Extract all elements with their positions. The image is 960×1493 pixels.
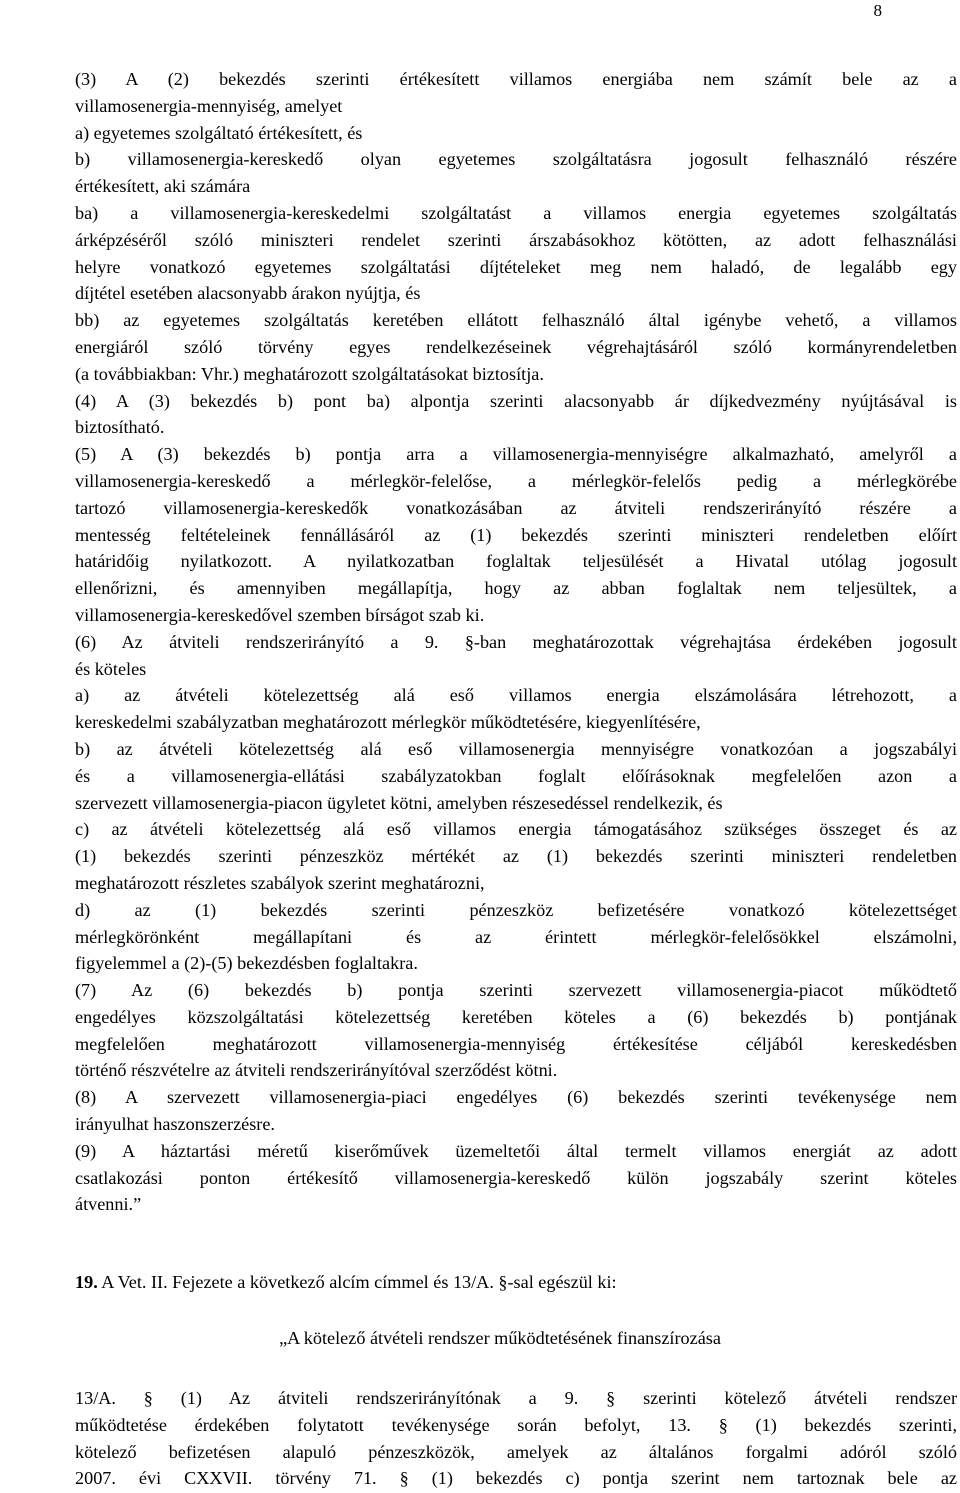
paragraph xyxy=(75,1084,957,1138)
paragraph-line: mérlegkörönként megállapítani és az érintett mérlegkör-felelősökkel elszámolni, xyxy=(75,926,957,947)
paragraph xyxy=(75,682,957,736)
paragraph-line: meghatározott részletes szabályok szerint meghatározni, xyxy=(75,872,485,893)
paragraph-line: 13/A. § (1) Az átviteli rendszerirányítónak a 9. § szerinti kötelező átvételi rendszer xyxy=(75,1388,957,1408)
paragraph-line: (4) A (3) bekezdés b) pont ba) alpontja szerinti alacsonyabb ár díjkedvezmény nyújtásával is xyxy=(75,390,957,411)
paragraph-line: (a továbbiakban: Vhr.) meghatározott szolgáltatásokat biztosítja. xyxy=(75,363,544,384)
paragraph-line: ellenőrizni, és amennyiben megállapítja, hogy az abban foglaltak nem teljesültek, a xyxy=(75,578,957,599)
paragraph xyxy=(75,629,957,683)
paragraph-line: (5) A (3) bekezdés b) pontja arra a villamosenergia-mennyiségre alkalmazható, amelyről a xyxy=(75,444,957,465)
tail-paragraph xyxy=(75,1385,957,1492)
paragraph-line: (8) A szervezett villamosenergia-piaci engedélyes (6) bekezdés szerinti tevékenysége nem xyxy=(75,1087,957,1108)
paragraph-line: kereskedelmi szabályzatban meghatározott mérlegkör működtetésére, kiegyenlítésére, xyxy=(75,712,701,733)
paragraph-line: villamosenergia-kereskedő a mérlegkör-felelőse, a mérlegkör-felelős pedig a mérlegkörébe xyxy=(75,470,957,491)
paragraph xyxy=(75,200,957,307)
paragraph-line: és köteles xyxy=(75,658,147,679)
paragraph-line: (1) bekezdés szerinti pénzeszköz mértékét az (1) bekezdés szerinti miniszteri rendeletben xyxy=(75,846,957,867)
paragraph-line: helyre vonatkozó egyetemes szolgáltatási díjtételeket meg nem haladó, de legalább egy xyxy=(75,256,957,277)
paragraph-line: villamosenergia-kereskedővel szemben bírságot szab ki. xyxy=(75,604,485,625)
paragraph-line: b) villamosenergia-kereskedő olyan egyetemes szolgáltatásra jogosult felhasználó részére xyxy=(75,149,957,170)
paragraph-line: (9) A háztartási méretű kiserőművek üzemeltetői által termelt villamos energiát az adott xyxy=(75,1140,957,1161)
paragraph-line: figyelemmel a (2)-(5) bekezdésben foglaltakra. xyxy=(75,953,418,974)
paragraph-line: (7) Az (6) bekezdés b) pontja szerinti szervezett villamosenergia-piacot működtető xyxy=(75,980,957,1001)
paragraph xyxy=(75,307,957,387)
paragraph-line: átvenni.” xyxy=(75,1194,142,1215)
paragraph-line: történő részvételre az átviteli rendszerirányítóval szerződést kötni. xyxy=(75,1060,558,1081)
paragraph-line: a) az átvételi kötelezettség alá eső villamos energia elszámolására létrehozott, a xyxy=(75,685,957,706)
section-number: 19. xyxy=(75,1272,98,1292)
paragraph-line: a) egyetemes szolgáltató értékesített, és xyxy=(75,122,363,143)
paragraph-line: 2007. évi CXXVII. törvény 71. § (1) bekezdés c) pontja szerint nem tartoznak bele az xyxy=(75,1468,957,1489)
paragraph-line: c) az átvételi kötelezettség alá eső villamos energia támogatásához szükséges összeget és az xyxy=(75,819,957,840)
paragraph-line: engedélyes közszolgáltatási kötelezettség keretében köteles a (6) bekezdés b) pontjának xyxy=(75,1006,957,1027)
paragraph-line: (6) Az átviteli rendszerirányító a 9. §-ban meghatározottak végrehajtása érdekében jogosult xyxy=(75,631,957,652)
subsection-title: „A kötelező átvételi rendszer működtetésének finanszírozása xyxy=(279,1328,721,1348)
paragraph xyxy=(75,1138,957,1218)
paragraph-line: irányulhat haszonszerzésre. xyxy=(75,1114,275,1135)
paragraph xyxy=(75,146,957,200)
paragraph-line: b) az átvételi kötelezettség alá eső villamosenergia mennyiségre vonatkozóan a jogszabályi xyxy=(75,738,957,759)
paragraph-line: villamosenergia-mennyiség, amelyet xyxy=(75,95,343,116)
paragraph xyxy=(75,897,957,977)
paragraph-line: megfelelően meghatározott villamosenergia-mennyiség értékesítése céljából kereskedésben xyxy=(75,1033,957,1054)
paragraph-line: biztosítható. xyxy=(75,417,165,438)
paragraph xyxy=(75,388,957,442)
paragraph-line: mentesség feltételeinek fennállásáról az (1) bekezdés szerinti miniszteri rendeletben előírt xyxy=(75,524,957,545)
paragraph-line: csatlakozási ponton értékesítő villamosenergia-kereskedő külön jogszabály szerint köteles xyxy=(75,1167,957,1188)
paragraph-line: szervezett villamosenergia-piacon ügyletet kötni, amelyben részesedéssel rendelkezik, és xyxy=(75,792,723,813)
paragraph-line: d) az (1) bekezdés szerinti pénzeszköz befizetésére vonatkozó kötelezettséget xyxy=(75,899,957,920)
section-heading xyxy=(75,1269,617,1296)
paragraph-line: határidőig nyilatkozott. A nyilatkozatban foglaltak teljesülését a Hivatal utólag jogosult xyxy=(75,551,957,572)
paragraph-line: működtetése érdekében folytatott tevékenysége során befolyt, 13. § (1) bekezdés szerinti, xyxy=(75,1414,957,1435)
paragraph-line: és a villamosenergia-ellátási szabályzatokban foglalt előírásoknak megfelelően azon a xyxy=(75,765,957,786)
paragraph-line: értékesített, aki számára xyxy=(75,176,251,197)
document-body xyxy=(75,66,957,1218)
paragraph-line: energiáról szóló törvény egyes rendelkezéseinek végrehajtásáról szóló kormányrendeletben xyxy=(75,336,957,357)
paragraph xyxy=(75,441,957,629)
paragraph-line: bb) az egyetemes szolgáltatás keretében ellátott felhasználó által igénybe vehető, a villamos xyxy=(75,310,957,331)
paragraph-line: tartozó villamosenergia-kereskedők vonatkozásában az átviteli rendszerirányító részére a xyxy=(75,497,957,518)
paragraph xyxy=(75,736,957,816)
paragraph xyxy=(75,66,957,120)
paragraph xyxy=(75,120,957,147)
section-text: A Vet. II. Fejezete a következő alcím címmel és 13/A. §-sal egészül ki: xyxy=(97,1272,617,1292)
paragraph-line: árképzéséről szóló miniszteri rendelet szerinti árszabásokhoz kötötten, az adott felhasználási xyxy=(75,229,957,250)
paragraph xyxy=(75,977,957,1084)
paragraph-line: (3) A (2) bekezdés szerinti értékesített villamos energiába nem számít bele az a xyxy=(75,69,957,89)
paragraph-line: díjtétel esetében alacsonyabb árakon nyújtja, és xyxy=(75,283,421,304)
page-number: 8 xyxy=(873,1,882,20)
paragraph xyxy=(75,816,957,896)
paragraph-line: ba) a villamosenergia-kereskedelmi szolgáltatást a villamos energia egyetemes szolgáltatás xyxy=(75,202,957,223)
paragraph-line: kötelező befizetésen alapuló pénzeszközök, amelyek az általános forgalmi adóról szóló xyxy=(75,1441,957,1462)
